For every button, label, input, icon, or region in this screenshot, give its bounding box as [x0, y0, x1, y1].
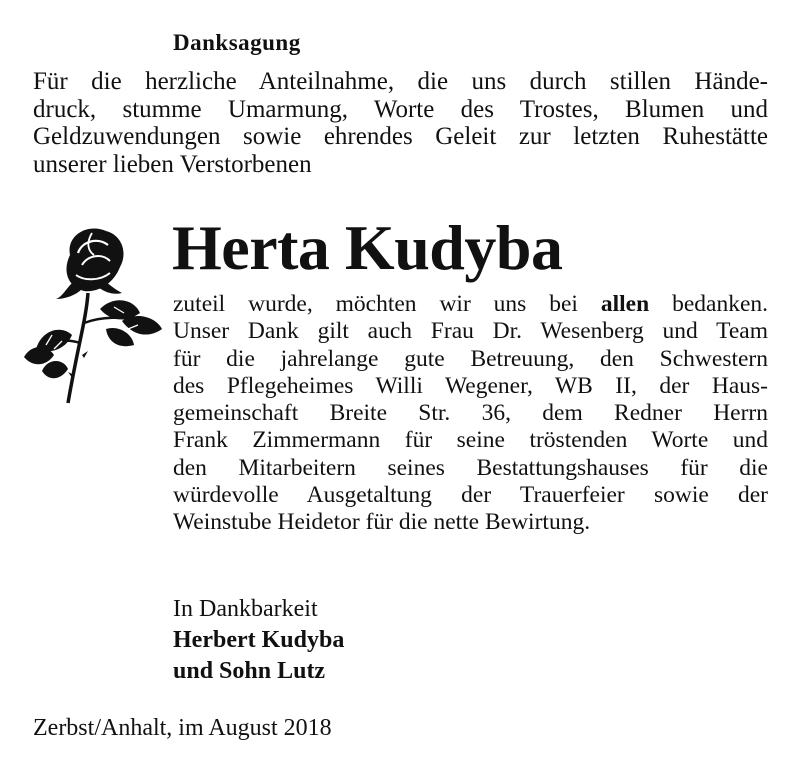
thanks-line: Frank Zimmermann für seine tröstenden Worte und — [173, 427, 768, 454]
thanks-paragraph — [173, 291, 768, 537]
thanks-line: des Pflegeheimes Willi Wegener, WB II, der Haus- — [173, 372, 768, 399]
thanks-line: Unser Dank gilt auch Frau Dr. Wesenberg und Team — [173, 318, 768, 345]
thanks-line: gemeinschaft Breite Str. 36, dem Redner Herrn — [173, 400, 768, 427]
thanks-line: den Mitarbeitern seines Bestattungshauses für die — [173, 454, 768, 481]
signoff — [173, 594, 344, 687]
deceased-name: Herta Kudyba — [172, 212, 563, 283]
signoff-phrase: In Dankbarkeit — [173, 596, 318, 622]
intro-line: Für die herzliche Anteilnahme, die uns durch stillen Hände- — [33, 68, 768, 95]
intro-paragraph — [33, 68, 768, 178]
signer-name: Herbert Kudyba — [173, 627, 345, 653]
thanks-text: bedanken. — [649, 291, 768, 317]
thanks-line — [173, 291, 768, 318]
intro-line: unserer lieben Verstorbenen — [33, 150, 312, 178]
rose-icon — [22, 225, 164, 405]
thanks-line: Weinstube Heidetor für die nette Bewirtung. — [173, 509, 591, 536]
intro-line: druck, stumme Umarmung, Worte des Trostes, Blumen und — [33, 95, 768, 123]
thanks-line: für die jahrelange gute Betreuung, den Schwestern — [173, 345, 768, 372]
signer-name: und Sohn Lutz — [173, 658, 326, 684]
thanks-line: würdevolle Ausgetaltung der Trauerfeier sowie der — [173, 482, 768, 509]
thanks-text: zuteil wurde, möchten wir uns bei — [173, 291, 601, 317]
heading: Danksagung — [173, 30, 301, 55]
dateline: Zerbst/Anhalt, im August 2018 — [33, 715, 332, 741]
emphasis-allen: allen — [600, 291, 650, 317]
intro-line: Geldzuwendungen sowie ehrendes Geleit zur letzten Ruhestätte — [33, 123, 768, 150]
